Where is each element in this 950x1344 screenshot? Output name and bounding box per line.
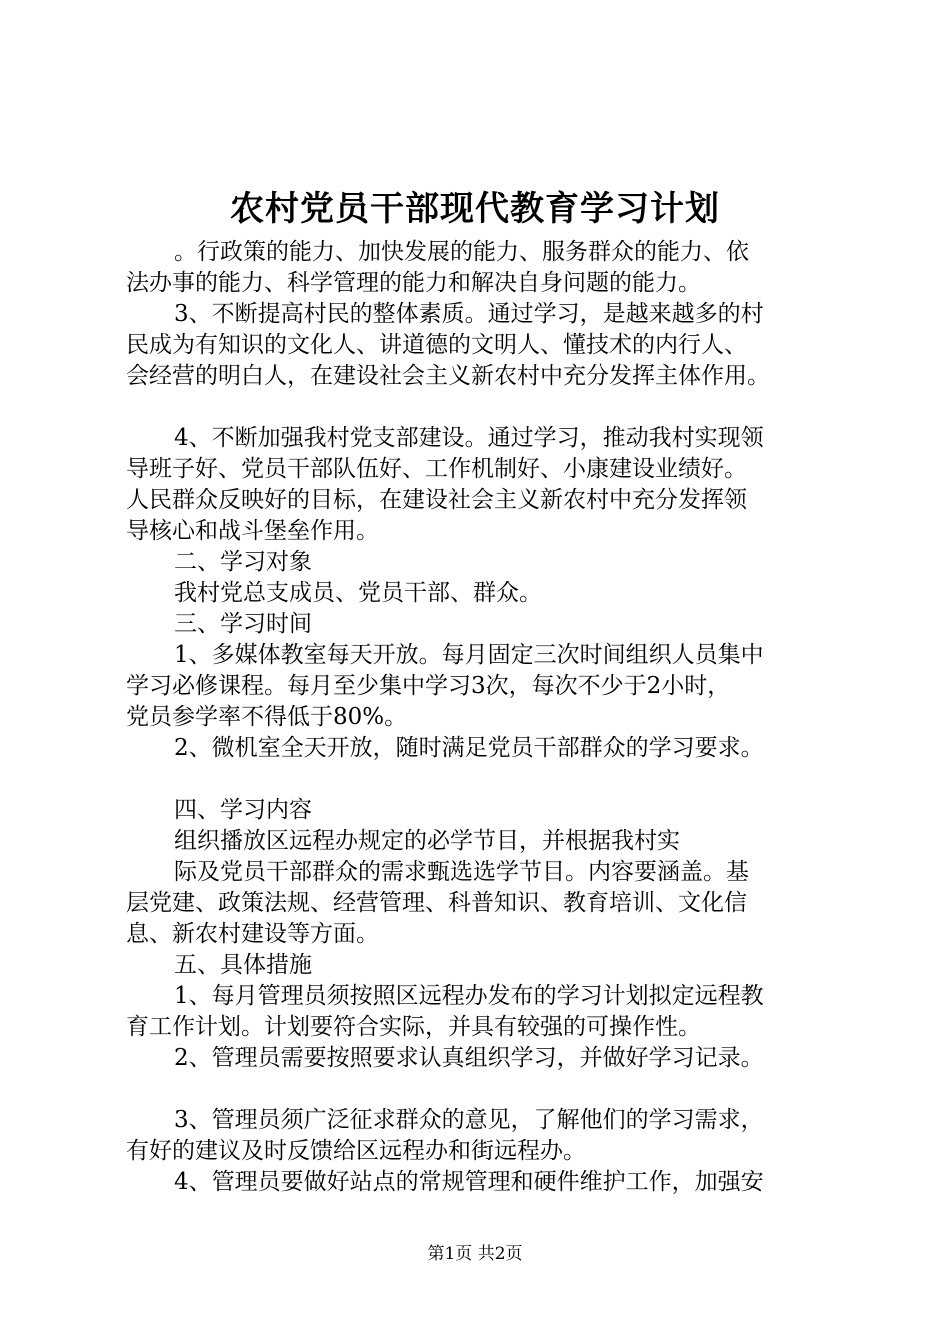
page-footer: 第1页 共2页 xyxy=(427,1244,523,1264)
section-heading: 二、学习对象 xyxy=(174,549,312,575)
text-line: 。行政策的能力、加快发展的能力、服务群众的能力、依 xyxy=(174,239,749,265)
text-line: 3、管理员须广泛征求群众的意见，了解他们的学习需求， xyxy=(174,1107,764,1133)
text-line: 我村党总支成员、党员干部、群众。 xyxy=(174,580,542,606)
text-line: 息、新农村建设等方面。 xyxy=(126,921,379,947)
text-line: 学习必修课程。每月至少集中学习3次，每次不少于2小时， xyxy=(126,673,731,699)
document-body xyxy=(126,237,834,1198)
text-line: 际及党员干部群众的需求甄选选学节目。内容要涵盖。基 xyxy=(174,859,749,885)
section-heading: 三、学习时间 xyxy=(174,611,312,637)
text-line: 3、不断提高村民的整体素质。通过学习，是越来越多的村 xyxy=(174,301,764,327)
text-line: 4、管理员要做好站点的常规管理和硬件维护工作，加强安 xyxy=(174,1169,764,1195)
blank-line xyxy=(126,764,834,795)
text-line: 4、不断加强我村党支部建设。通过学习，推动我村实现领 xyxy=(174,425,764,451)
text-line: 有好的建议及时反馈给区远程办和街远程办。 xyxy=(126,1138,586,1164)
text-line: 会经营的明白人，在建设社会主义新农村中充分发挥主体作用。 xyxy=(126,363,770,389)
blank-line xyxy=(126,392,834,423)
text-line: 党员参学率不得低于80%。 xyxy=(126,704,408,730)
section-heading: 五、具体措施 xyxy=(174,952,312,978)
text-line: 育工作计划。计划要符合实际，并具有较强的可操作性。 xyxy=(126,1014,701,1040)
blank-line xyxy=(126,1074,834,1105)
text-line: 2、管理员需要按照要求认真组织学习，并做好学习记录。 xyxy=(174,1045,764,1071)
text-line: 导核心和战斗堡垒作用。 xyxy=(126,518,379,544)
text-line: 2、微机室全天开放，随时满足党员干部群众的学习要求。 xyxy=(174,735,764,761)
text-line: 人民群众反映好的目标，在建设社会主义新农村中充分发挥领 xyxy=(126,487,747,513)
text-line: 法办事的能力、科学管理的能力和解决自身问题的能力。 xyxy=(126,270,701,296)
text-line: 组织播放区远程办规定的必学节目，并根据我村实 xyxy=(174,828,680,854)
section-heading: 四、学习内容 xyxy=(174,797,312,823)
text-line: 1、每月管理员须按照区远程办发布的学习计划拟定远程教 xyxy=(174,983,764,1009)
text-line: 导班子好、党员干部队伍好、工作机制好、小康建设业绩好。 xyxy=(126,456,747,482)
text-line: 民成为有知识的文化人、讲道德的文明人、懂技术的内行人、 xyxy=(126,332,747,358)
text-line: 1、多媒体教室每天开放。每月固定三次时间组织人员集中 xyxy=(174,642,764,668)
text-line: 层党建、政策法规、经营管理、科普知识、教育培训、文化信 xyxy=(126,890,747,916)
document-title: 农村党员干部现代教育学习计划 xyxy=(230,189,720,229)
